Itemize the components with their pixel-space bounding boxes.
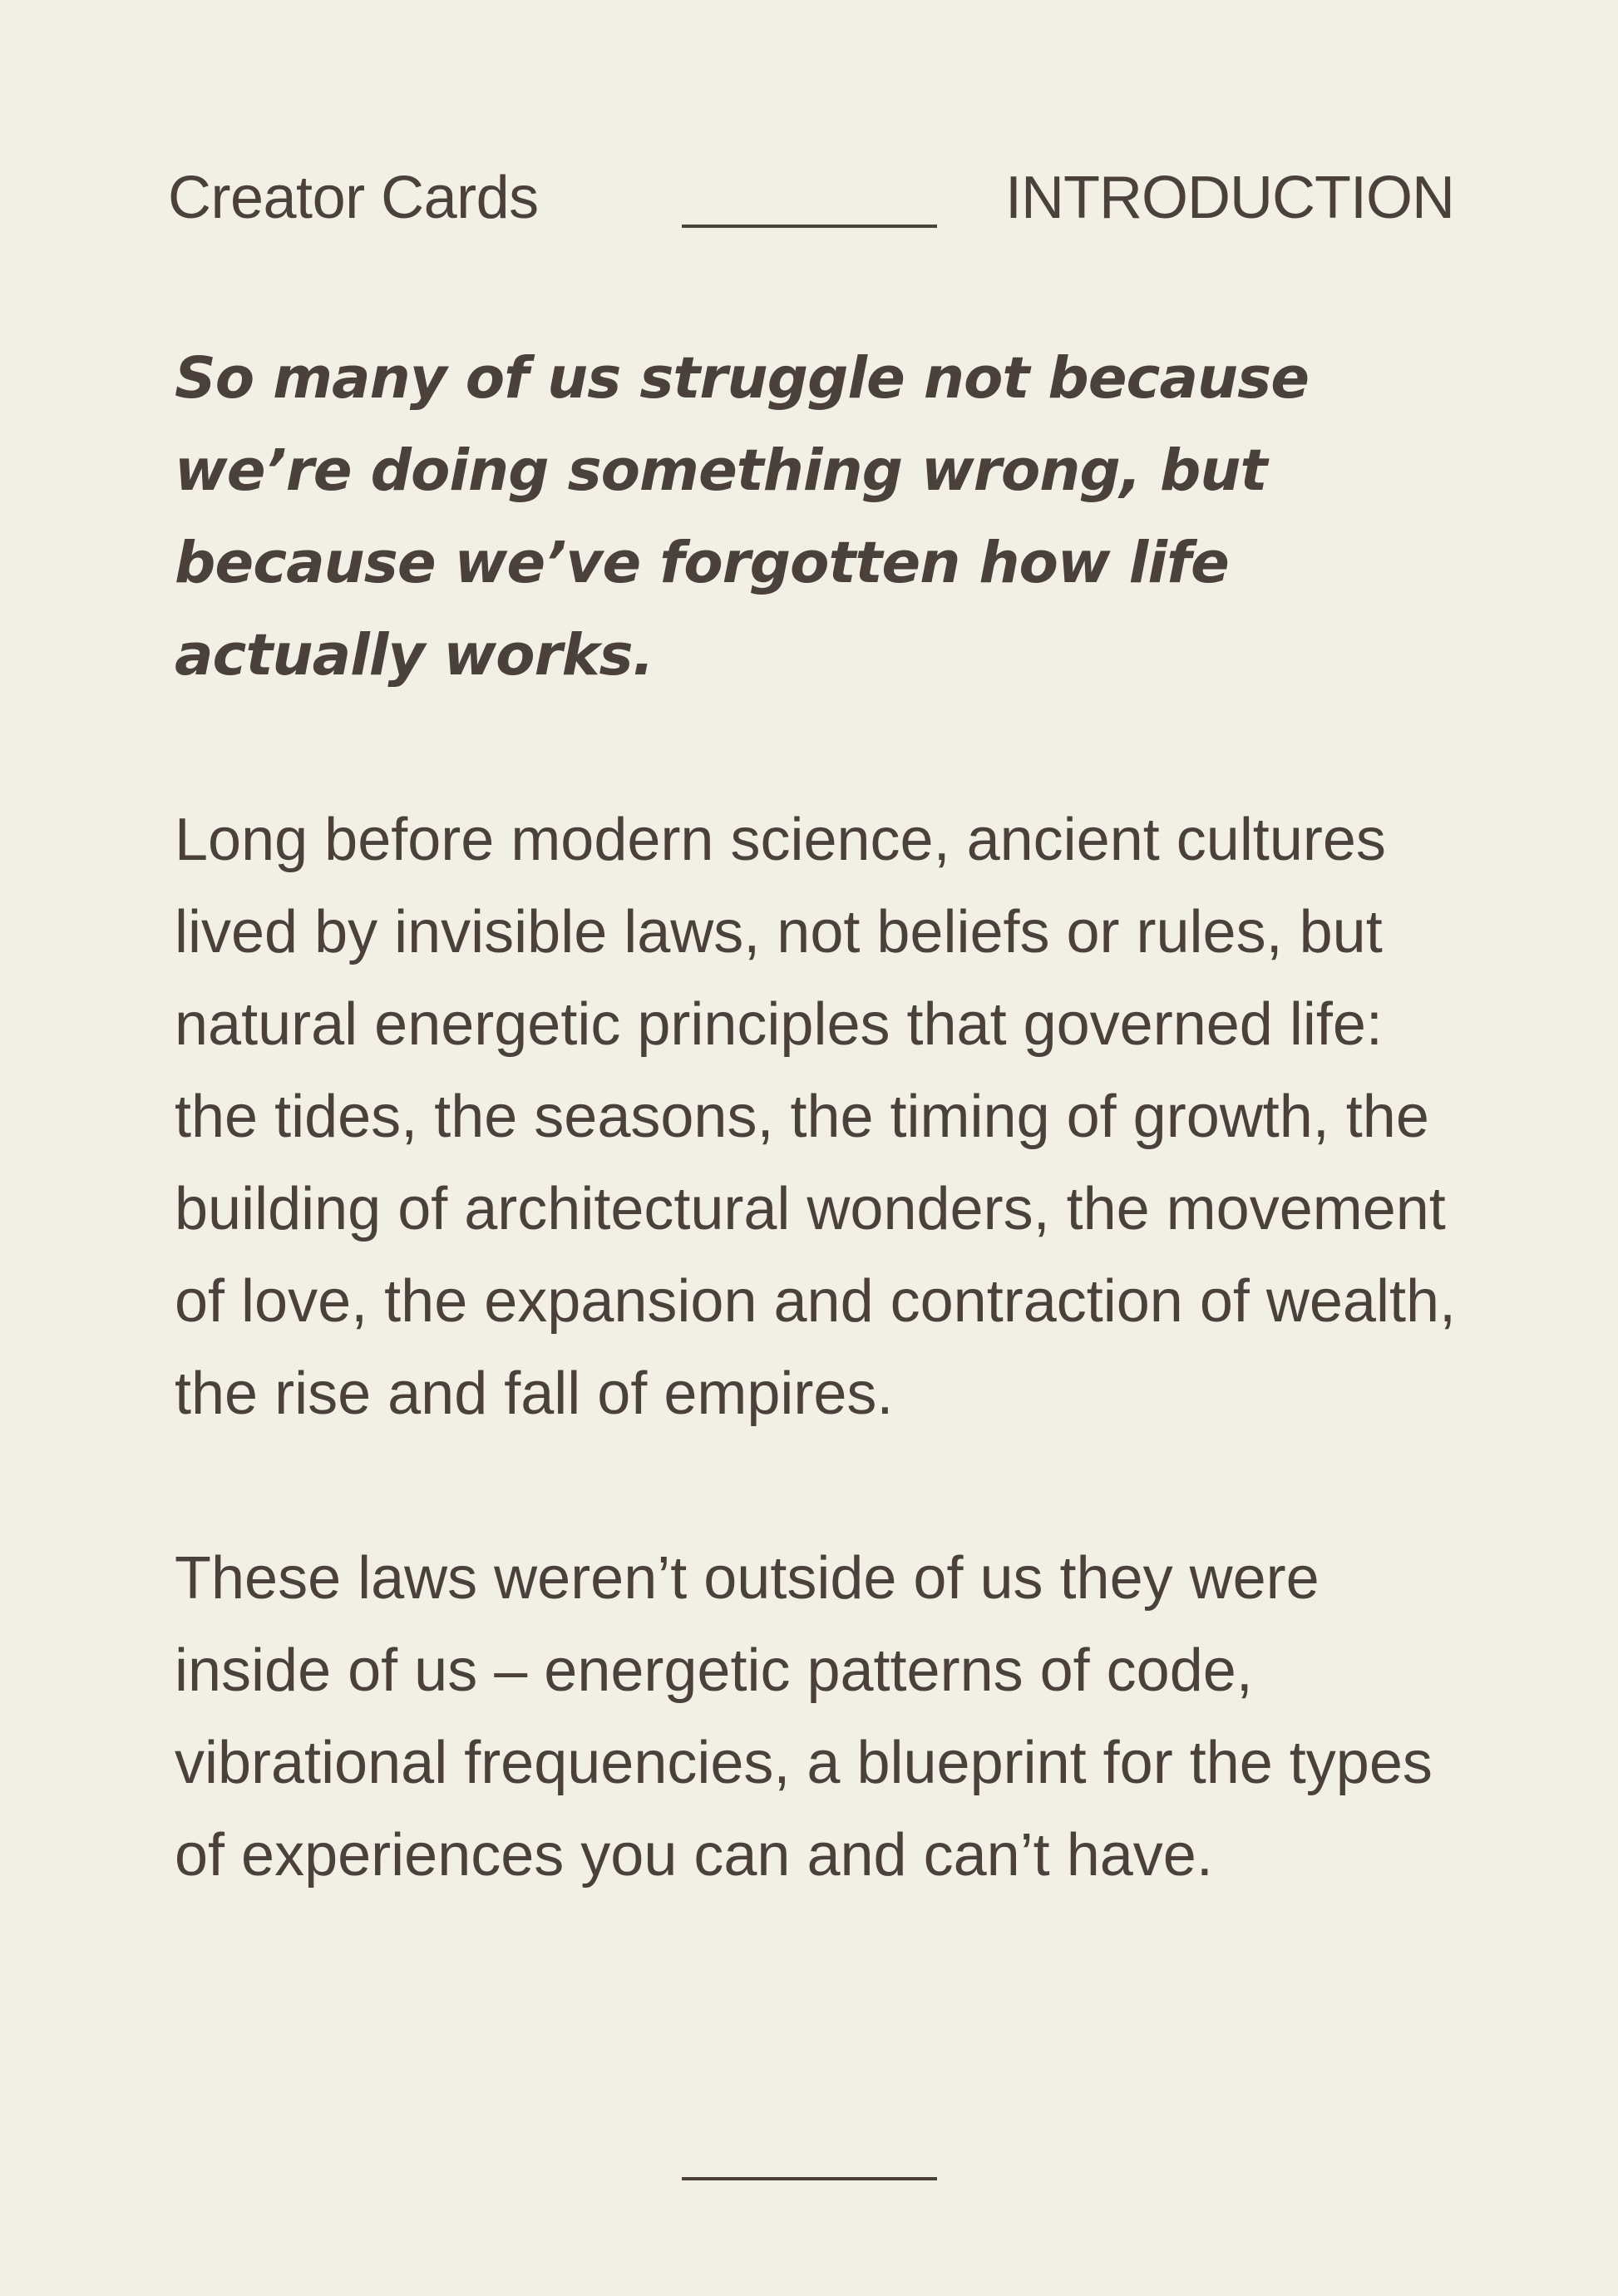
body-paragraph-inner-laws: These laws weren’t outside of us they were inside of us – energetic patterns of code, vibrational frequencies, a blueprint for the types of experiences you can and can’t have. (175, 1545, 1433, 1889)
lead-statement: So many of us struggle not because we’re doing something wrong, but because we’ve forgotten how life actually works. (175, 345, 1309, 689)
header-divider (682, 225, 937, 228)
section-title: INTRODUCTION (1005, 165, 1454, 231)
brand-title: Creator Cards (168, 165, 539, 231)
main-content (175, 333, 1472, 1902)
body-paragraph-ancient-laws: Long before modern science, ancient cultures lived by invisible laws, not beliefs or rules, but natural energetic principles that governed life: the tides, the seasons, the timing of growth, the building of architectural wonders, the movement of love, the expansion and contraction of wealth, the rise and fall of empires. (175, 807, 1457, 1427)
footer-divider (682, 2177, 937, 2180)
